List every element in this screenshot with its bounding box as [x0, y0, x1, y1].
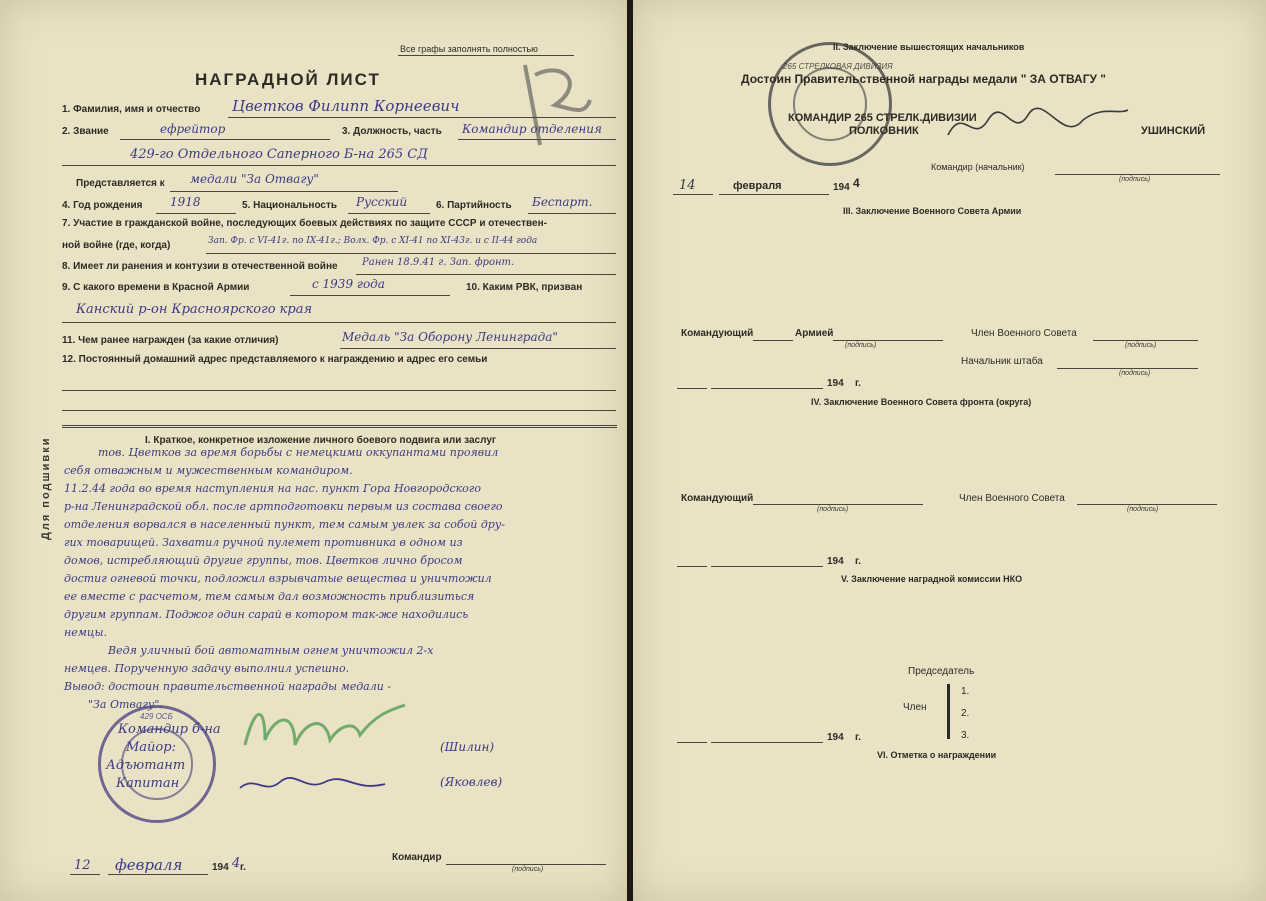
- s5-n2: 2.: [961, 708, 970, 719]
- blue-signature: [235, 770, 395, 800]
- field-7-label-b: ной войне (где, когда): [62, 240, 171, 251]
- stamp-text: 429 ОСБ: [140, 712, 173, 721]
- s3-chief: Начальник штаба: [961, 356, 1043, 367]
- s5-member: Член: [903, 702, 927, 713]
- field-6-label: 6. Партийность: [436, 200, 512, 211]
- field-3-label: 3. Должность, часть: [342, 126, 442, 137]
- date2-year: 194: [833, 182, 850, 193]
- present-label: Представляется к: [76, 178, 165, 189]
- s3-date-day-line: [677, 388, 707, 389]
- narrative-line: немцы.: [64, 626, 108, 639]
- s3-year: 194: [827, 378, 844, 389]
- s4-date-month-line: [711, 566, 823, 567]
- narrative-line: ее вместе с расчетом, тем самым дал возможность приблизиться: [64, 590, 475, 603]
- top-note: Все графы заполнять полностью: [400, 44, 538, 54]
- round-stamp-division: [768, 42, 892, 166]
- sign-line: Командир б-на: [118, 722, 221, 737]
- s4-commander-line: [753, 504, 923, 505]
- field-10-label: 10. Каким РВК, призван: [466, 282, 583, 293]
- field-11-value: Медаль "За Оборону Ленинграда": [342, 330, 558, 344]
- narrative-line: "За Отвагу".: [88, 698, 163, 711]
- signature-caption: (подпись): [512, 866, 544, 873]
- field-3-value: Командир отделения: [462, 122, 602, 136]
- surname: УШИНСКИЙ: [1141, 125, 1206, 137]
- s3-g: г.: [855, 378, 861, 389]
- field-5-line: [348, 213, 430, 214]
- date-month-line: [108, 874, 208, 875]
- section-2-title: II. Заключение вышестоящих начальников: [833, 42, 1025, 52]
- field-4-line: [156, 213, 236, 214]
- field-9-label: 9. С какого времени в Красной Армии: [62, 282, 250, 293]
- unit-line: [62, 165, 616, 166]
- narrative-line: другим группам. Поджог один сарай в котором так-же находились: [64, 608, 469, 621]
- commander-label: Командир (начальник): [931, 162, 1025, 172]
- section-5-title: V. Заключение наградной комиссии НКО: [841, 574, 1023, 584]
- s3-caption-1: (подпись): [845, 342, 877, 349]
- field-6-line: [528, 213, 616, 214]
- s4-caption-2: (подпись): [1127, 506, 1159, 513]
- field-5-label: 5. Национальность: [242, 200, 338, 211]
- field-8-label: 8. Имеет ли ранения и контузии в отечественной войне: [62, 261, 338, 272]
- right-page: [633, 0, 1266, 901]
- date-day: 12: [74, 858, 91, 873]
- s4-member-line: [1077, 504, 1217, 505]
- field-8-value: Ранен 18.9.41 г. Зап. фронт.: [362, 257, 515, 268]
- s3-chief-line: [1057, 368, 1198, 369]
- field-1-value: Цветков Филипп Корнеевич: [232, 97, 460, 115]
- field-11-label: 11. Чем ранее награжден (за какие отличия): [62, 335, 279, 346]
- address-line-1: [62, 390, 616, 391]
- section-1-title: I. Краткое, конкретное изложение личного боевого подвига или заслуг: [145, 435, 497, 446]
- s5-year: 194: [827, 732, 844, 743]
- sign-line: Адъютант: [106, 758, 186, 773]
- narrative-line: немцев. Порученную задачу выполнил успешно.: [64, 662, 350, 675]
- section-6-title: VI. Отметка о награждении: [877, 750, 997, 760]
- address-line-2: [62, 410, 616, 411]
- present-value: медали "За Отвагу": [190, 172, 319, 186]
- pencil-mark: [505, 55, 595, 155]
- section-3-title: III. Заключение Военного Совета Армии: [843, 206, 1022, 216]
- date-day-line: [70, 874, 100, 875]
- narrative-line: достиг огневой точки, подложил взрывчатые вещества и уничтожил: [64, 572, 492, 585]
- commander-line-rule: [1055, 174, 1220, 175]
- award-text: Достоин Правительственной награды медали " ЗА ОТВАГУ ": [741, 72, 1106, 86]
- narrative-line: тов. Цветков за время борьбы с немецкими оккупантами проявил: [98, 446, 499, 459]
- unit-value: 429-го Отдельного Саперного Б-на 265 СД: [130, 147, 428, 162]
- section-divider: [62, 425, 617, 428]
- s5-chair: Председатель: [908, 666, 975, 677]
- s5-n3: 3.: [961, 730, 970, 741]
- present-line: [170, 191, 398, 192]
- signature-caption: (подпись): [1119, 176, 1151, 183]
- stamp-text: 265 СТРЕЛКОВАЯ ДИВИЗИЯ: [783, 62, 893, 71]
- s5-date-month-line: [711, 742, 823, 743]
- s4-year: 194: [827, 556, 844, 567]
- s4-caption-1: (подпись): [817, 506, 849, 513]
- field-2-value: ефрейтор: [160, 122, 226, 136]
- field-7-label-a: 7. Участие в гражданской войне, последующих боевых действиях по защите СССР и отечествен-: [62, 218, 547, 229]
- s5-g: г.: [855, 732, 861, 743]
- s4-member: Член Военного Совета: [959, 493, 1065, 504]
- date2-month: февраля: [733, 180, 782, 192]
- s3-caption-2: (подпись): [1125, 342, 1157, 349]
- field-5-value: Русский: [356, 195, 408, 209]
- s5-n1: 1.: [961, 686, 970, 697]
- date-month: февраля: [115, 856, 183, 874]
- s4-date-day-line: [677, 566, 707, 567]
- field-7-value: Зап. Фр. с VI-41г. по IX-41г.; Волх. Фр. с XI-41 по XI-43г. и с II-44 года: [208, 236, 538, 246]
- s3-caption-3: (подпись): [1119, 370, 1151, 377]
- field-8-line: [356, 274, 616, 275]
- s3-member: Член Военного Совета: [971, 328, 1077, 339]
- narrative-line: Ведя уличный бой автоматным огнем уничтожил 2-х: [108, 644, 434, 657]
- narrative-line: 11.2.44 года во время наступления на нас. пункт Гора Новгородского: [64, 482, 481, 495]
- field-10-line: [62, 322, 616, 323]
- document-title: НАГРАДНОЙ ЛИСТ: [195, 70, 381, 89]
- commander-signature: [943, 95, 1133, 155]
- s4-g: г.: [855, 556, 861, 567]
- s3-commander: Командующий: [681, 328, 754, 339]
- narrative-line: Вывод: достоин правительственной награды медали -: [64, 680, 392, 693]
- commander-line: [446, 864, 606, 865]
- field-4-value: 1918: [170, 195, 201, 209]
- field-2-line: [120, 139, 330, 140]
- commander-line: КОМАНДИР 265 СТРЕЛК.ДИВИЗИИ: [788, 112, 977, 124]
- s4-commander: Командующий: [681, 493, 754, 504]
- date-year-prefix: 194: [212, 862, 229, 873]
- commander-label: Командир: [392, 852, 442, 863]
- s3-sign-line: [833, 340, 943, 341]
- name-1: (Шилин): [440, 740, 495, 754]
- field-6-value: Беспарт.: [532, 195, 593, 209]
- narrative-line: гих товарищей. Захватил ручной пулемет противника в одном из: [64, 536, 463, 549]
- narrative-line: р-на Ленинградской обл. после артподготовки первым из состава своего: [64, 500, 503, 513]
- narrative-line: отделения ворвался в населенный пункт, тем самым увлек за собой дру-: [64, 518, 505, 531]
- field-12-label: 12. Постоянный домашний адрес представляемого к награждению и адрес его семьи: [62, 354, 488, 365]
- date2-suffix: 4: [853, 176, 860, 190]
- section-4-title: IV. Заключение Военного Совета фронта (округа): [811, 397, 1032, 407]
- margin-label: Для подшивки: [40, 436, 52, 540]
- field-7-line: [206, 253, 616, 254]
- narrative-line: домов, истребляющий другие группы, тов. Цветков лично бросом: [64, 554, 463, 567]
- rank: ПОЛКОВНИК: [849, 125, 919, 137]
- s5-brace: [947, 684, 950, 739]
- narrative-line: себя отважным и мужественным командиром.: [64, 464, 353, 477]
- name-2: (Яковлев): [440, 775, 503, 789]
- left-page: [0, 0, 627, 901]
- field-11-line: [340, 348, 616, 349]
- sign-line: Майор:: [126, 740, 176, 755]
- field-1-label: 1. Фамилия, имя и отчество: [62, 104, 201, 115]
- field-4-label: 4. Год рождения: [62, 200, 143, 211]
- sign-line: Капитан: [116, 776, 180, 791]
- field-9-line: [290, 295, 450, 296]
- date2-month-line: [719, 194, 829, 195]
- date-suffix: г.: [240, 862, 246, 873]
- date2-day: 14: [679, 178, 696, 193]
- s3-army: Армией: [795, 328, 834, 339]
- date2-day-line: [673, 194, 713, 195]
- field-2-label: 2. Звание: [62, 126, 109, 137]
- date-year-suffix: 4: [232, 856, 241, 871]
- s3-date-month-line: [711, 388, 823, 389]
- field-9-value: с 1939 года: [312, 277, 385, 291]
- s3-army-line: [753, 340, 793, 341]
- s3-member-line: [1093, 340, 1198, 341]
- green-signature: [235, 695, 410, 765]
- field-10-value: Канский р-он Красноярского края: [76, 302, 313, 317]
- s5-date-day-line: [677, 742, 707, 743]
